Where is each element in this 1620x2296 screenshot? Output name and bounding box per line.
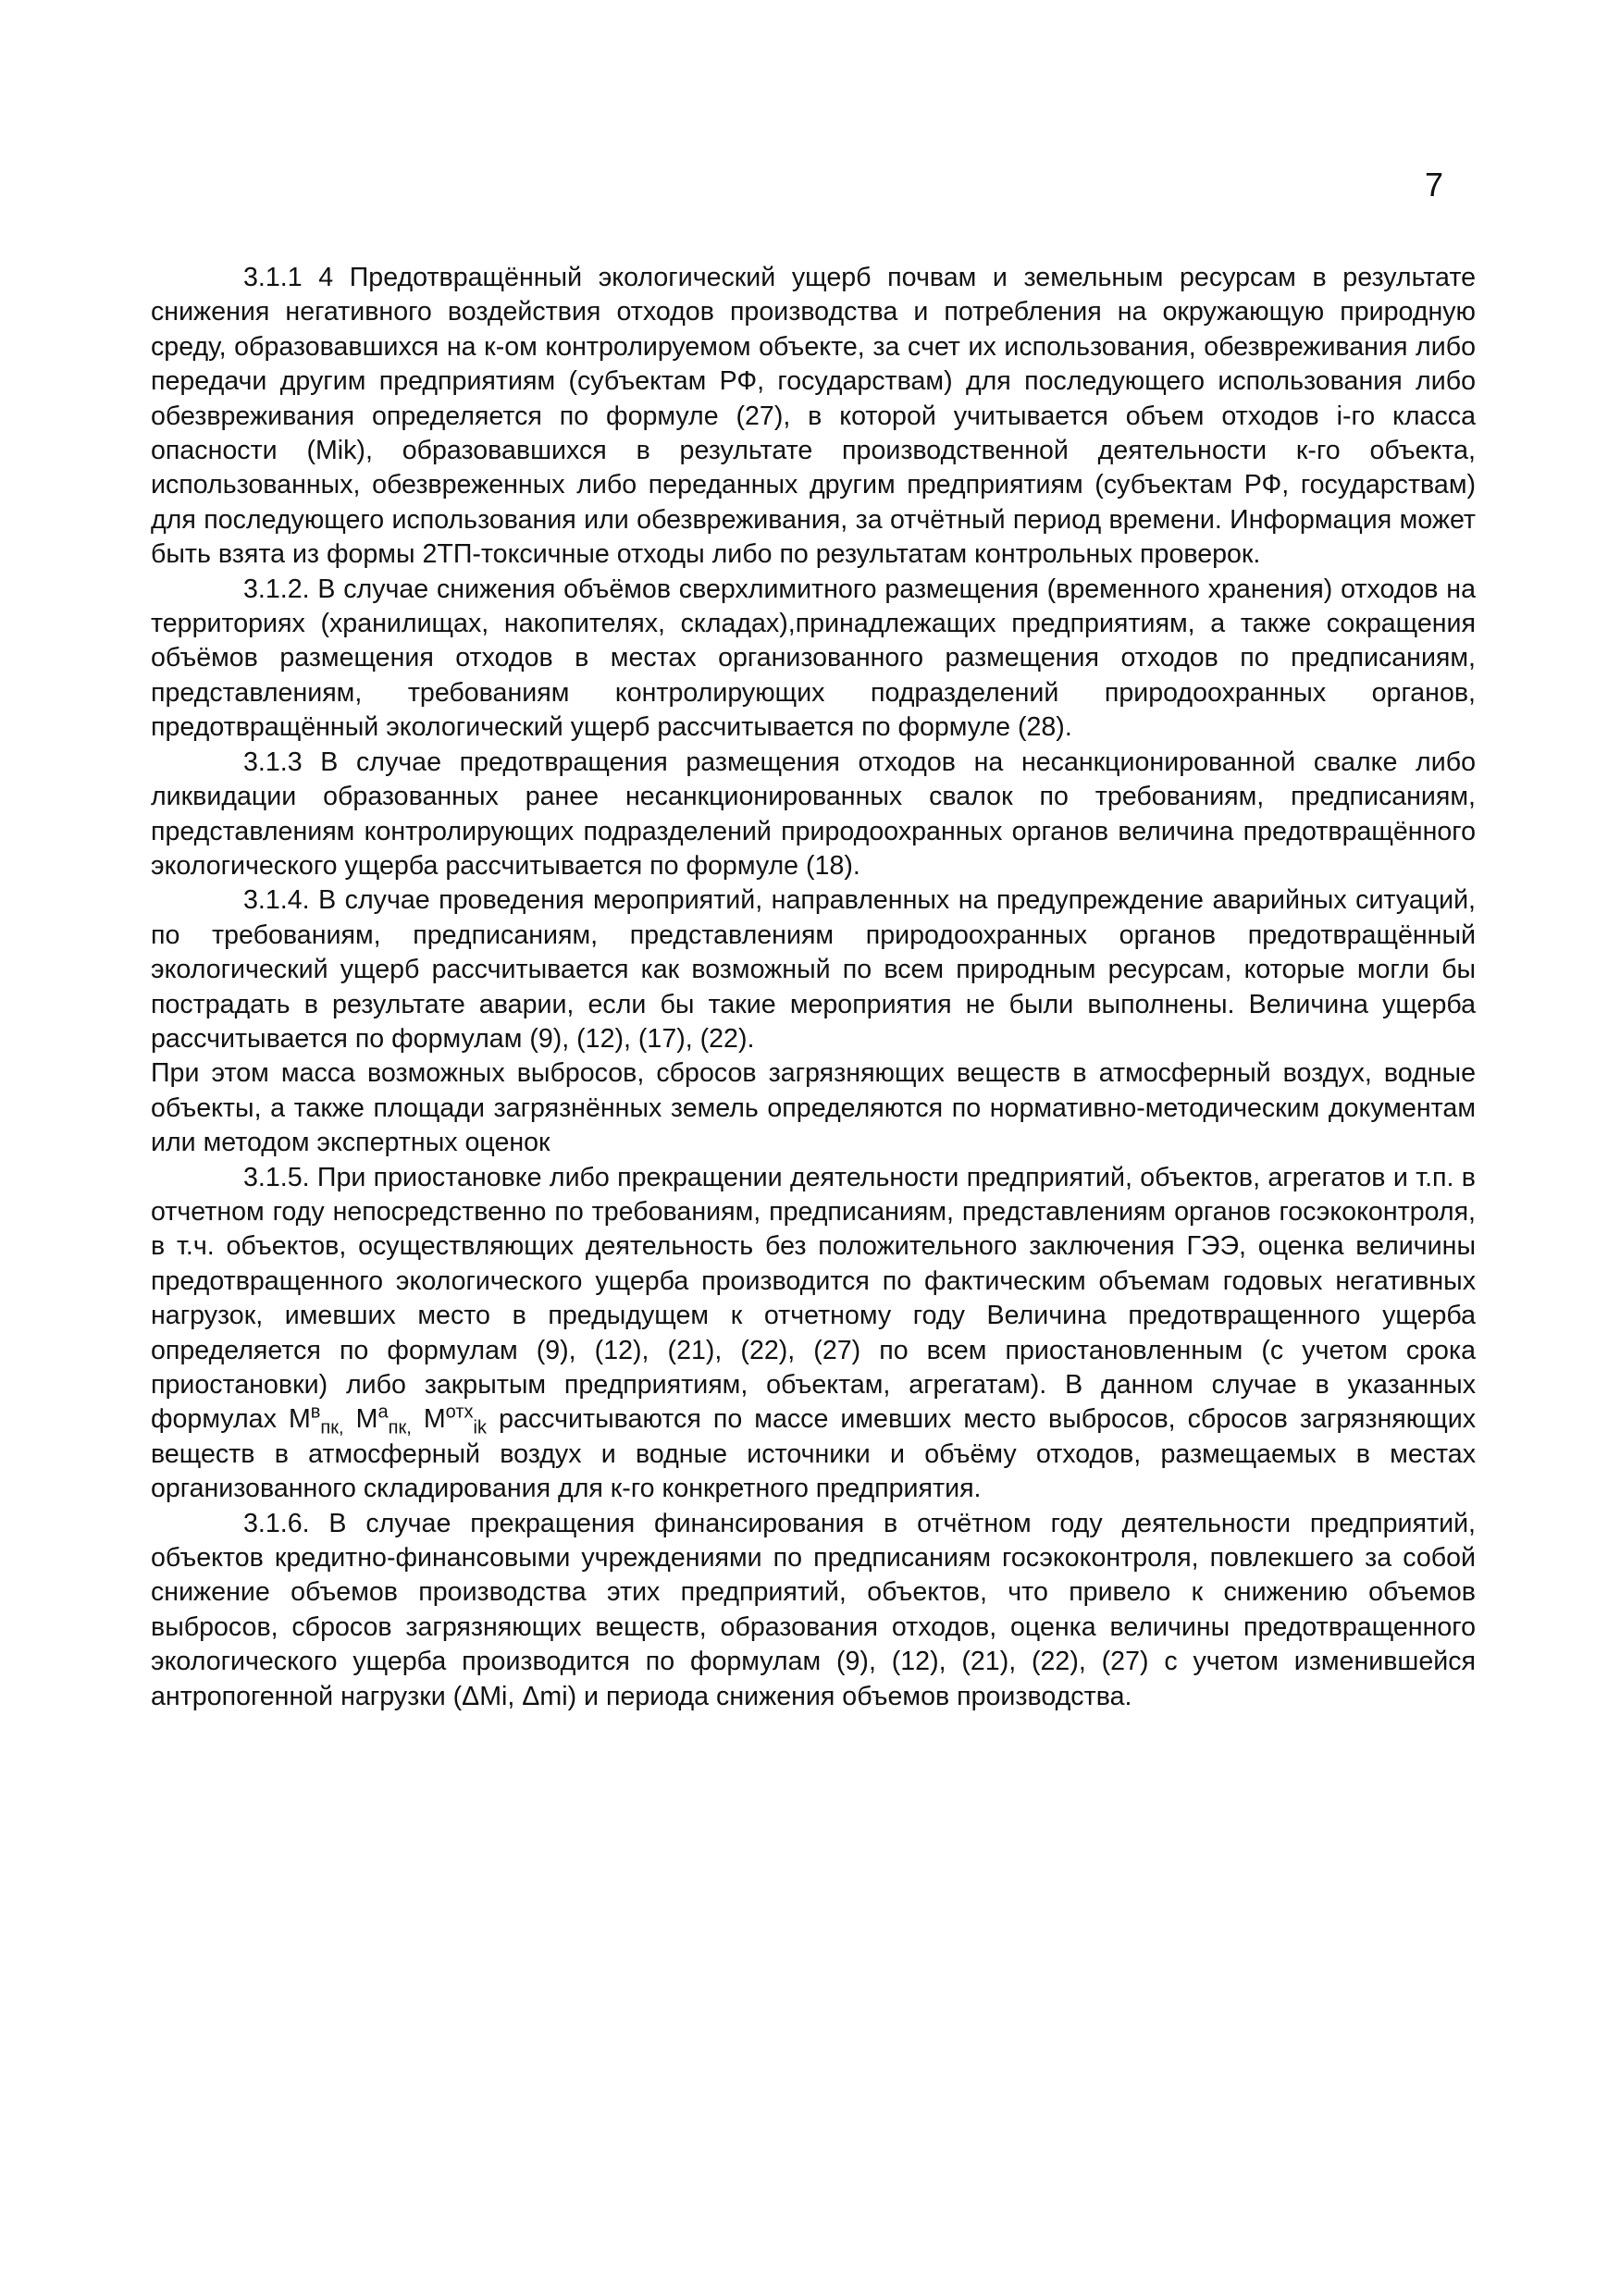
paragraph-3-1-3: 3.1.3 В случае предотвращения размещения отходов на несанкционированной свалке либо ликвидации образованных ранее несанкционированных свалок по требованиям, предписаниям, представлениям контролирующих подразделений природоохранных органов величина предотвращённого экологического ущерба рассчитывается по формуле (18). [151, 747, 1476, 881]
paragraph-3-1-5-text: 3.1.5. При приостановке либо прекращении деятельности предприятий, объектов, агрегатов и т.п. в отчетном году непосредственно по требованиям, предписаниям, представлениям органов госэкоконтроля, в т.ч. объектов, осуществляющих деятельность без положительного заключения ГЭЭ, оценка величины предотвращенного экологического ущерба производится по фактическим объемам годовых негативных нагрузок, имевших место в предыдущем к отчетному году Величина предотвращенного ущерба определяется по формулам (9), (12), (21), (22), (27) по всем приостановленным (с учетом срока приостановки) либо закрытым предприятиям, объектам, агрегатам). В данном случае в указанных формулах [151, 1162, 1476, 1435]
paragraph-3-1-4: 3.1.4. В случае проведения мероприятий, направленных на предупреждение аварийных ситуаций, по требованиям, предписаниям, представлениям природоохранных органов предотвращённый экологический ущерб рассчитывается как возможный по всем природным ресурсам, которые могли бы пострадать в результате аварии, если бы такие мероприятия не были выполнены. Величина ущерба рассчитывается по формулам (9), (12), (17), (22). [151, 885, 1476, 1054]
paragraph-3-1-6: 3.1.6. В случае прекращения финансирования в отчётном году деятельности предприятий, объектов кредитно-финансовыми учреждениями по предписаниям госэкоконтроля, повлекшего за собой снижение объемов производства этих предприятий, объектов, что привело к снижению объемов выбросов, сбросов загрязняющих веществ, образования отходов, оценка величины предотвращенного экологического ущерба производится по формулам (9), (12), (21), (22), (27) с учетом изменившейся антропогенной нагрузки (ΔMi, Δmi) и периода снижения объемов производства. [151, 1508, 1476, 1711]
paragraph-3-1-2: 3.1.2. В случае снижения объёмов сверхлимитного размещения (временного хранения) отходов на территориях (хранилищах, накопителях, складах),принадлежащих предприятиям, а также сокращения объёмов размещения отходов в местах организованного размещения отходов по предписаниям, представлениям, требованиям контролирующих подразделений природоохранных органов, предотвращённый экологический ущерб рассчитывается по формуле (28). [151, 574, 1476, 743]
paragraph-3-1-5 [151, 1161, 1476, 1507]
paragraph-3-1-1-4: 3.1.1 4 Предотвращённый экологический ущерб почвам и земельным ресурсам в результате снижения негативного воздействия отходов производства и потребления на окружающую природную среду, образовавшихся на к-ом контролируемом объекте, за счет их использования, обезвреживания либо передачи другим предприятиям (субъектам РФ, государствам) для последующего использования либо обезвреживания определяется по формуле (27), в которой учитывается объем отходов i-го класса опасности (Mik), образовавшихся в результате производственной деятельности к-го объекта, использованных, обезвреженных либо переданных другим предприятиям (субъектам РФ, государствам) для последующего использования или обезвреживания, за отчётный период времени. Информация может быть взята из формы 2ТП-токсичные отходы либо по результатам контрольных проверок. [151, 263, 1476, 570]
formula-m-v-pk: $M^в_{пк,}$ [288, 1401, 344, 1439]
formula-m-a-pk: $M^а_{пк,}$ [343, 1401, 412, 1439]
document-body [151, 261, 1476, 1714]
page-number: 7 [1425, 166, 1444, 204]
paragraph-3-1-5-tail: рассчитываются по массе имевших место выбросов, сбросов загрязняющих веществ в атмосферный воздух и водные источники и объёму отходов, размещаемых в местах организованного складирования для к-го конкретного предприятия. [151, 1404, 1477, 1504]
formula-m-otx-ik: $M^{отх}_{ik}$ [411, 1401, 488, 1439]
paragraph-mass-note: При этом масса возможных выбросов, сбросов загрязняющих веществ в атмосферный воздух, водные объекты, а также площади загрязнённых земель определяются по нормативно-методическим документам или методом экспертных оценок [151, 1058, 1476, 1158]
